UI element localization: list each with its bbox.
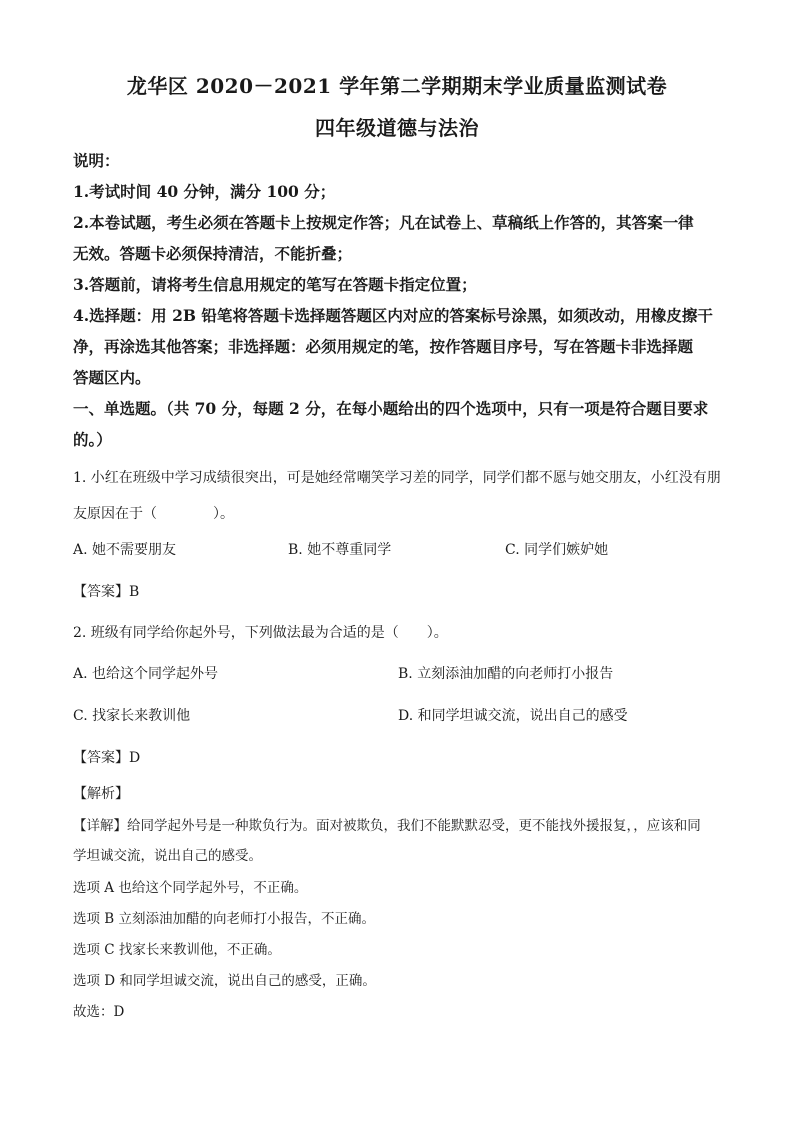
option-c: C. 找家长来教训他	[73, 708, 191, 724]
instruction-line: 净，再涂选其他答案；非选择题：必须用规定的笔，按作答题目序号，写在答题卡非选择题	[73, 337, 694, 356]
option-a: A. 也给这个同学起外号	[73, 666, 219, 682]
question-stem: 1. 小红在班级中学习成绩很突出，可是她经常嘲笑学习差的同学，同学们都不愿与她交朋友，小红没有朋	[73, 470, 721, 486]
exam-subtitle: 四年级道德与法治	[315, 116, 479, 140]
detail-text: 学坦诚交流，说出自己的感受。	[73, 848, 262, 864]
answer-tag: 【答案】D	[73, 750, 141, 766]
explanation-line: 选项 C 找家长来教训他，不正确。	[73, 942, 281, 958]
section-heading-line: 的。）	[73, 430, 112, 449]
instruction-line: 1.考试时间 40 分钟，满分 100 分；	[73, 182, 336, 201]
instruction-line: 无效。答题卡必须保持清洁，不能折叠；	[73, 244, 353, 263]
instruction-line: 4.选择题：用 2B 铅笔将答题卡选择题答题区内对应的答案标号涂黑，如须改动，用橡皮擦干	[73, 306, 713, 325]
instruction-line: 3.答题前，请将考生信息用规定的笔写在答题卡指定位置；	[73, 275, 477, 294]
explanation-line: 选项 A 也给这个同学起外号，不正确。	[73, 880, 308, 896]
exam-title: 龙华区 2020－2021 学年第二学期期末学业质量监测试卷	[126, 74, 668, 98]
option-b: B. 她不尊重同学	[288, 542, 392, 558]
instruction-line: 答题区内。	[73, 368, 151, 387]
question-stem: 2. 班级有同学给你起外号，下列做法最为合适的是（ ）。	[73, 625, 448, 641]
section-heading-line: 一、单选题。（共 70 分，每题 2 分，在每小题给出的四个选项中，只有一项是符合题目要求	[73, 399, 709, 418]
explanation-line: 选项 B 立刻添油加醋的向老师打小报告，不正确。	[73, 911, 376, 927]
analysis-tag: 【解析】	[73, 786, 129, 802]
option-c: C. 同学们嫉妒她	[505, 542, 609, 558]
option-a: A. 她不需要朋友	[73, 542, 177, 558]
final-choice: 故选：D	[73, 1004, 125, 1020]
question-stem: 友原因在于（ ）。	[73, 506, 234, 522]
explanation-line: 选项 D 和同学坦诚交流，说出自己的感受，正确。	[73, 973, 376, 989]
option-b: B. 立刻添油加醋的向老师打小报告	[398, 666, 614, 682]
instruction-line: 2.本卷试题，考生必须在答题卡上按规定作答；凡在试卷上、草稿纸上作答的，其答案一律	[73, 213, 694, 232]
detail-text: 【详解】给同学起外号是一种欺负行为。面对被欺负，我们不能默默忍受，更不能找外援报复，，应该和同	[73, 818, 701, 834]
answer-tag: 【答案】B	[73, 584, 140, 600]
instructions-heading: 说明：	[73, 151, 120, 170]
option-d: D. 和同学坦诚交流，说出自己的感受	[398, 708, 628, 724]
